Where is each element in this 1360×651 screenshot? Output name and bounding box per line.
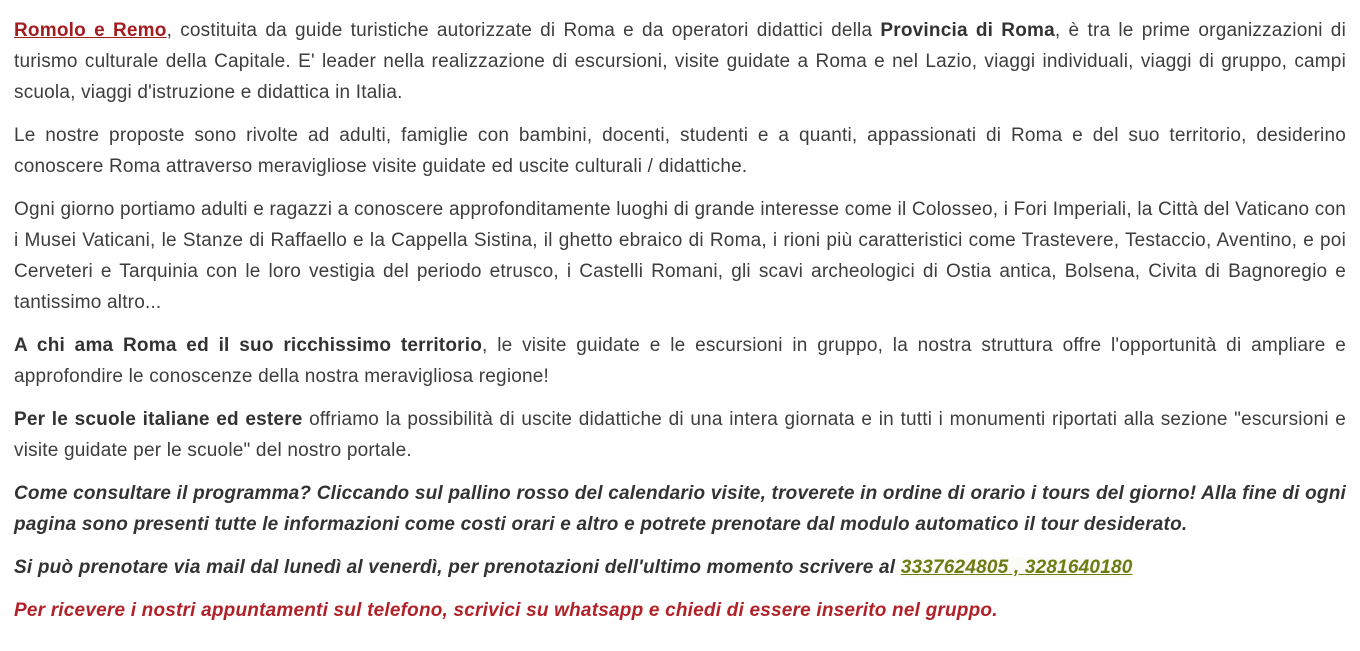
romolo-e-remo-link[interactable]: Romolo e Remo bbox=[14, 20, 167, 41]
luoghi-paragraph bbox=[14, 194, 1346, 318]
scuole-text: offriamo la possibilità di uscite didattiche di una intera giornata e in tutti i monumenti riportati alla sezione "escursioni e visite guidate per le scuole" del nostro portale. bbox=[14, 409, 1346, 461]
whatsapp-paragraph bbox=[14, 595, 1346, 626]
intro-text-2: , è tra le prime organizzazioni di turismo culturale della Capitale. E' leader nella realizzazione di escursioni, visite guidate a Roma e nel Lazio, viaggi individuali, viaggi di gruppo, campi scuola, viaggi d'istruzione e didattica in Italia. bbox=[14, 20, 1346, 103]
ama-roma-paragraph bbox=[14, 330, 1346, 392]
luoghi-text: Ogni giorno portiamo adulti e ragazzi a conoscere approfonditamente luoghi di grande interesse come il Colosseo, i Fori Imperiali, la Città del Vaticano con i Musei Vaticani, le Stanze di Raffaello e la Cappella Sistina, il ghetto ebraico di Roma, i rioni più caratteristici come Trastevere, Testaccio, Aventino, e poi Cerveteri e Tarquinia con le loro vestigia del periodo etrusco, i Castelli Romani, gli scavi archeologici di Ostia antica, Bolsena, Civita di Bagnoregio e tantissimo altro... bbox=[14, 199, 1346, 313]
ama-roma-bold: A chi ama Roma ed il suo ricchissimo territorio bbox=[14, 335, 483, 356]
intro-paragraph bbox=[14, 15, 1346, 108]
come-consultare-text: Come consultare il programma? Cliccando sul pallino rosso del calendario visite, troverete in ordine di orario i tours del giorno! Alla fine di ogni pagina sono presenti tutte le informazioni come costi orari e altro e potrete prenotare dal modulo automatico il tour desiderato. bbox=[14, 483, 1346, 535]
proposte-paragraph bbox=[14, 120, 1346, 182]
ama-roma-text: , le visite guidate e le escursioni in gruppo, la nostra struttura offre l'opportunità di ampliare e approfondire le conoscenze della nostra meravigliosa regione! bbox=[14, 335, 1347, 387]
prenotazione-paragraph bbox=[14, 552, 1346, 583]
phone-numbers-link[interactable]: 3337624805 , 3281640180 bbox=[900, 557, 1133, 578]
intro-text-1: , costituita da guide turistiche autorizzate di Roma e da operatori didattici della bbox=[166, 20, 881, 41]
scuole-paragraph bbox=[14, 404, 1346, 466]
come-consultare-paragraph bbox=[14, 478, 1346, 540]
scuole-bold: Per le scuole italiane ed estere bbox=[14, 409, 303, 430]
whatsapp-text: Per ricevere i nostri appuntamenti sul telefono, scrivici su whatsapp e chiedi di essere inserito nel gruppo. bbox=[14, 600, 998, 621]
provincia-di-roma-bold: Provincia di Roma bbox=[880, 20, 1055, 41]
prenotazione-text: Si può prenotare via mail dal lunedì al venerdì, per prenotazioni dell'ultimo momento scrivere al bbox=[14, 557, 901, 578]
proposte-text: Le nostre proposte sono rivolte ad adulti, famiglie con bambini, docenti, studenti e a quanti, appassionati di Roma e del suo territorio, desiderino conoscere Roma attraverso meravigliose visite guidate ed uscite culturali / didattiche. bbox=[14, 125, 1346, 177]
